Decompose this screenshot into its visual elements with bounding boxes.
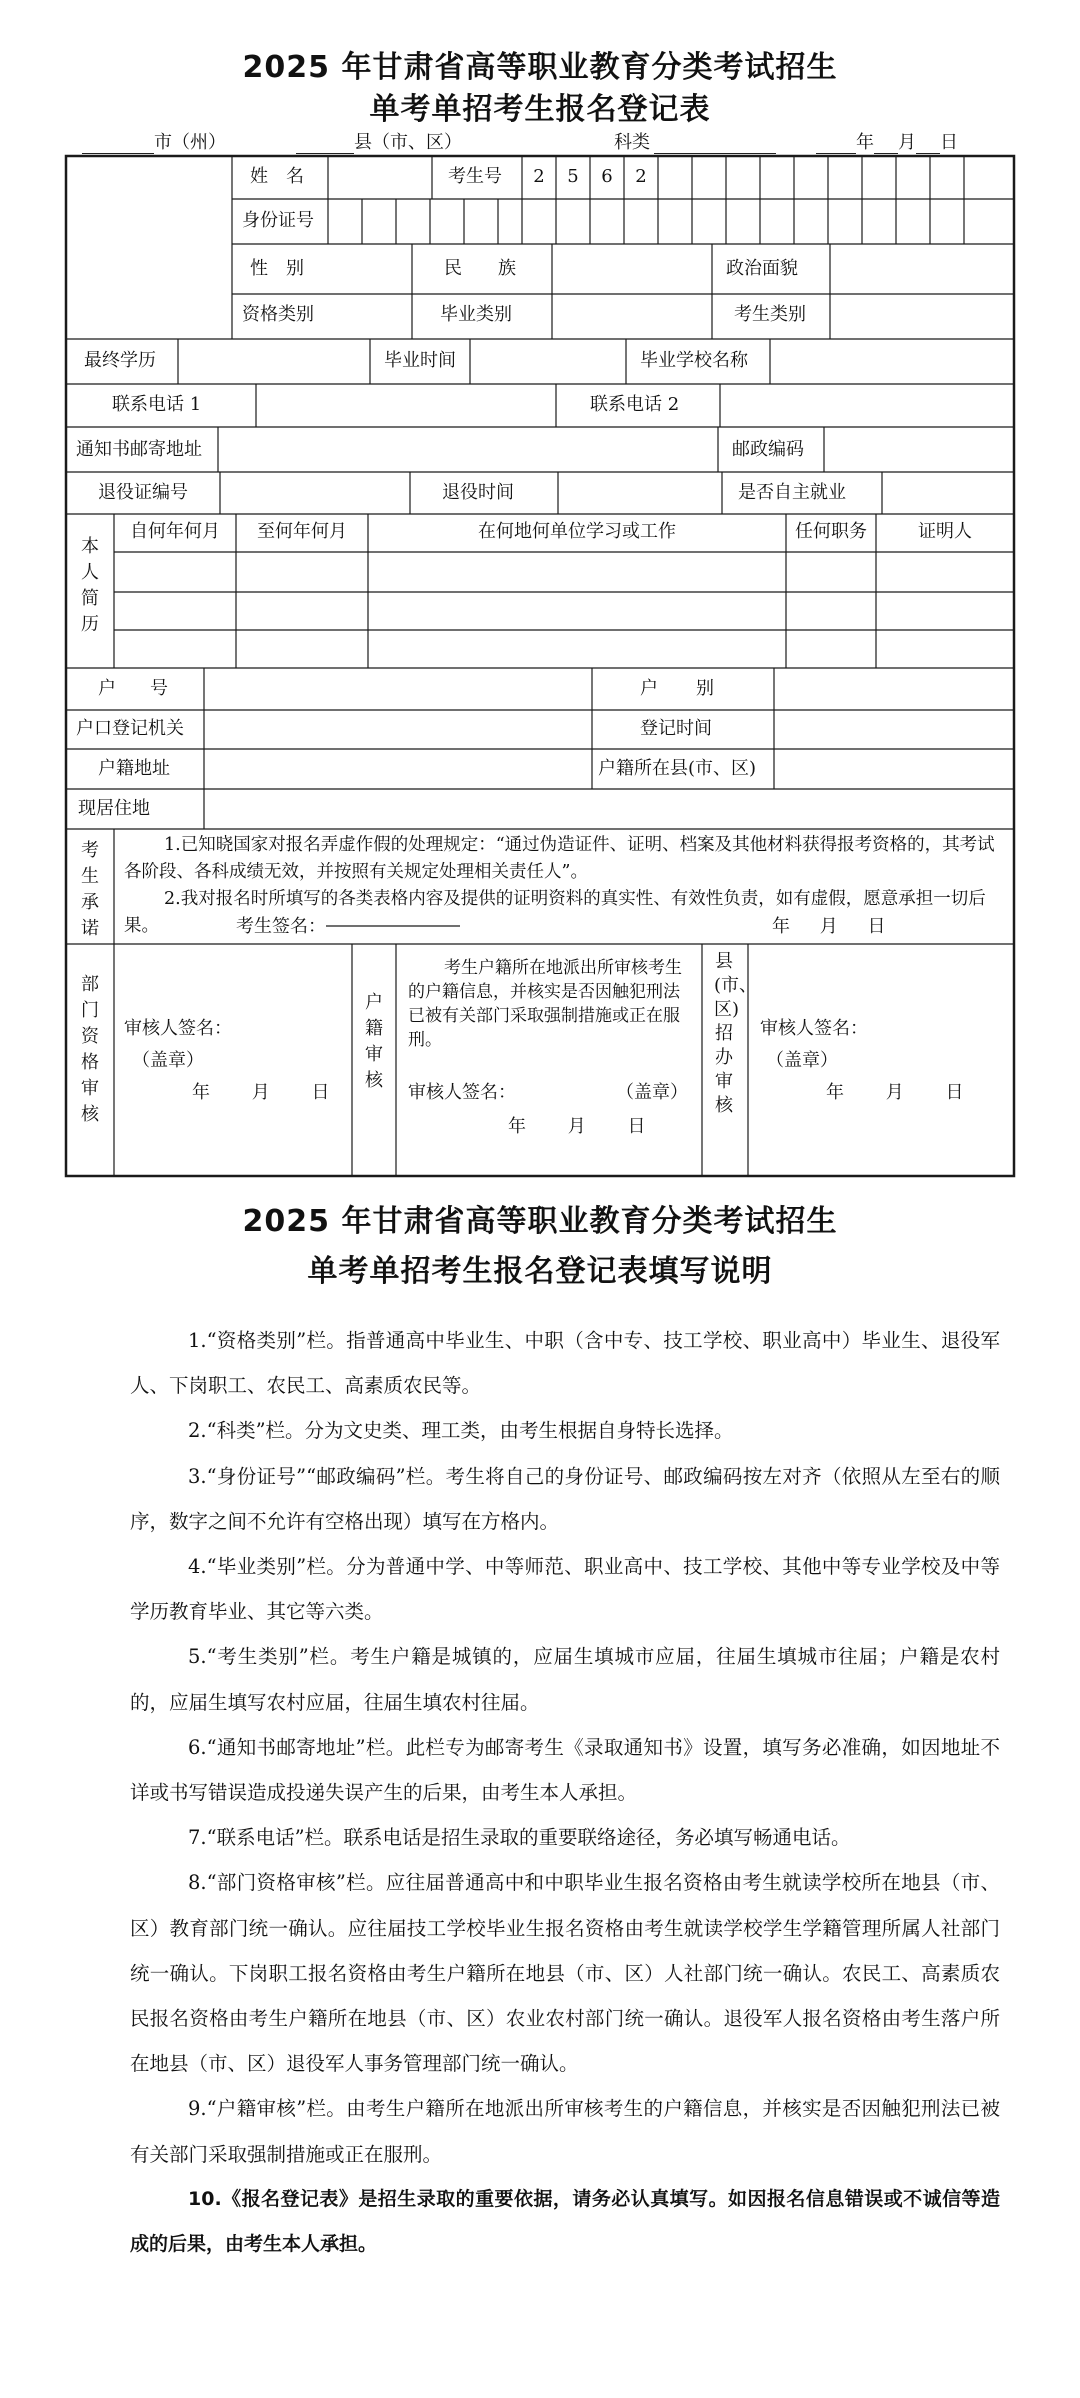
self-employed-label: 是否自主就业 bbox=[738, 482, 846, 503]
instruction-item: 5.“考生类别”栏。考生户籍是城镇的，应届生填城市应届，往届生填城市往届；户籍是农村的，应届生填写农村应届，往届生填农村往届。 bbox=[130, 1645, 1000, 1714]
id-number-label: 身份证号 bbox=[242, 210, 314, 231]
pledge-text-2: 2.我对报名时所填写的各类表格内容及提供的证明资料的真实性、有效性负责，如有虚假，愿意承担一切后果。 bbox=[124, 889, 986, 936]
pledge-text-1: 1.已知晓国家对报名弄虚作假的处理规定：“通过伪造证件、证明、档案及其他材料获得报考资格的，其考试各阶段、各科成绩无效，并按照有关规定处理相关责任人”。 bbox=[124, 835, 995, 882]
date-field[interactable]: 年 月 日 bbox=[816, 128, 958, 154]
phone2-label: 联系电话 2 bbox=[590, 394, 680, 415]
discharge-cert-label: 退役证编号 bbox=[98, 482, 188, 503]
name-label: 姓 名 bbox=[250, 166, 304, 187]
household-county-label: 户籍所在县(市、区) bbox=[598, 758, 757, 779]
dept-review-label: 部门资格审核 bbox=[81, 974, 99, 1125]
postal-code-label: 邮政编码 bbox=[732, 439, 804, 460]
instruction-item: 1.“资格类别”栏。指普通高中毕业生、中职（含中专、技工学校、职业高中）毕业生、退役军人、下岗职工、农民工、高素质农民等。 bbox=[130, 1329, 1000, 1398]
exam-digit-1: 2 bbox=[533, 166, 545, 187]
resume-label: 本人简历 bbox=[81, 536, 99, 635]
exam-number-label: 考生号 bbox=[448, 166, 502, 187]
instruction-item-important: 10.《报名登记表》是招生录取的重要依据，请务必认真填写。如因报名信息错误或不诚信等造成的后果，由考生本人承担。 bbox=[130, 2187, 1000, 2256]
qualification-type-label: 资格类别 bbox=[242, 304, 314, 325]
county-field[interactable]: 县（市、区） bbox=[296, 128, 462, 154]
instructions-list bbox=[130, 1318, 1000, 2267]
discharge-time-label: 退役时间 bbox=[442, 482, 514, 503]
instructions-title-line1: 2025 年甘肃省高等职业教育分类考试招生 bbox=[242, 1204, 838, 1239]
instruction-item: 3.“身份证号”“邮政编码”栏。考生将自己的身份证号、邮政编码按左对齐（依照从左至右的顺序，数字之间不允许有空格出现）填写在方格内。 bbox=[130, 1464, 1000, 1533]
instructions-title-line2: 单考单招考生报名登记表填写说明 bbox=[307, 1254, 773, 1289]
instruction-item: 9.“户籍审核”栏。由考生户籍所在地派出所审核考生的户籍信息，并核实是否因触犯刑法已被有关部门采取强制措施或正在服刑。 bbox=[130, 2097, 1000, 2166]
pledge-label: 考生承诺 bbox=[81, 840, 99, 939]
pledge-date: 年 月 日 bbox=[772, 916, 886, 937]
county-seal: （盖章） bbox=[766, 1050, 838, 1071]
current-address-label: 现居住地 bbox=[78, 798, 150, 819]
photo-cell[interactable] bbox=[68, 158, 230, 337]
form-title-line2: 单考单招考生报名登记表 bbox=[369, 92, 711, 127]
resume-col-place: 在何地何单位学习或工作 bbox=[478, 521, 676, 542]
household-review-label: 户籍审核 bbox=[365, 992, 383, 1091]
phone1-label: 联系电话 1 bbox=[112, 394, 202, 415]
dept-date: 年 月 日 bbox=[192, 1082, 330, 1103]
household-date: 年 月 日 bbox=[508, 1116, 646, 1137]
instruction-item: 2.“科类”栏。分为文史类、理工类，由考生根据自身特长选择。 bbox=[188, 1419, 734, 1443]
political-status-label: 政治面貌 bbox=[726, 258, 798, 279]
candidate-type-label: 考生类别 bbox=[734, 304, 806, 325]
dept-seal: （盖章） bbox=[132, 1050, 204, 1071]
exam-digit-4: 2 bbox=[635, 166, 647, 187]
county-review-label: 县(市、区)招办审核 bbox=[714, 951, 758, 1116]
exam-digit-2: 5 bbox=[567, 166, 579, 187]
household-review-text: 考生户籍所在地派出所审核考生的户籍信息，并核实是否因触犯刑法已被有关部门采取强制措施或正在服刑。 bbox=[408, 958, 682, 1050]
resume-col-to: 至何年何月 bbox=[257, 521, 347, 542]
graduation-type-label: 毕业类别 bbox=[440, 304, 512, 325]
instruction-item: 4.“毕业类别”栏。分为普通中学、中等师范、职业高中、技工学校、其他中等专业学校及中等学历教育毕业、其它等六类。 bbox=[130, 1555, 1000, 1624]
household-address-label: 户籍地址 bbox=[98, 758, 170, 779]
resume-col-position: 任何职务 bbox=[795, 521, 867, 542]
household-seal: （盖章） bbox=[616, 1082, 688, 1103]
exam-digit-3: 6 bbox=[601, 166, 613, 187]
resume-col-from: 自何年何月 bbox=[130, 521, 220, 542]
candidate-signature-label: 考生签名： bbox=[236, 916, 326, 937]
instruction-item: 7.“联系电话”栏。联系电话是招生录取的重要联络途径，务必填写畅通电话。 bbox=[188, 1826, 851, 1850]
instruction-item: 6.“通知书邮寄地址”栏。此栏专为邮寄考生《录取通知书》设置，填写务必准确，如因地址不详或书写错误造成投递失误产生的后果，由考生本人承担。 bbox=[130, 1735, 1000, 1805]
graduation-time-label: 毕业时间 bbox=[384, 350, 456, 371]
city-field[interactable]: 市（州） bbox=[82, 128, 226, 154]
county-reviewer-sign: 审核人签名： bbox=[760, 1018, 868, 1039]
highest-education-label: 最终学历 bbox=[84, 350, 156, 371]
ethnicity-label: 民 族 bbox=[444, 258, 516, 279]
resume-col-witness: 证明人 bbox=[918, 521, 972, 542]
form-title-line1: 2025 年甘肃省高等职业教育分类考试招生 bbox=[242, 50, 838, 85]
household-number-label: 户号 bbox=[98, 678, 202, 699]
mailing-address-label: 通知书邮寄地址 bbox=[76, 439, 202, 460]
subject-field[interactable]: 科类 bbox=[614, 128, 776, 154]
registration-time-label: 登记时间 bbox=[640, 718, 712, 739]
household-type-label: 户别 bbox=[640, 678, 752, 699]
dept-reviewer-sign: 审核人签名： bbox=[124, 1018, 232, 1039]
instruction-item: 8.“部门资格审核”栏。应往届普通高中和中职毕业生报名资格由考生就读学校所在地县（市、区）教育部门统一确认。应往届技工学校毕业生报名资格由考生就读学校学生学籍管理所属人社部门统一确认。下岗职工报名资格由考生户籍所在地县（市、区）人社部门统一确认。农民工、高素质农民报名资格由考生户籍所在地县（市、区）农业农村部门统一确认。退役军人报名资格由考生落户所在地县（市、区）退役军人事务管理部门统一确认。 bbox=[130, 1871, 1000, 2076]
school-name-label: 毕业学校名称 bbox=[640, 350, 748, 371]
household-reviewer-sign: 审核人签名： bbox=[408, 1082, 516, 1103]
county-date: 年 月 日 bbox=[826, 1082, 964, 1103]
registration-authority-label: 户口登记机关 bbox=[76, 718, 184, 739]
gender-label: 性 别 bbox=[250, 258, 304, 279]
